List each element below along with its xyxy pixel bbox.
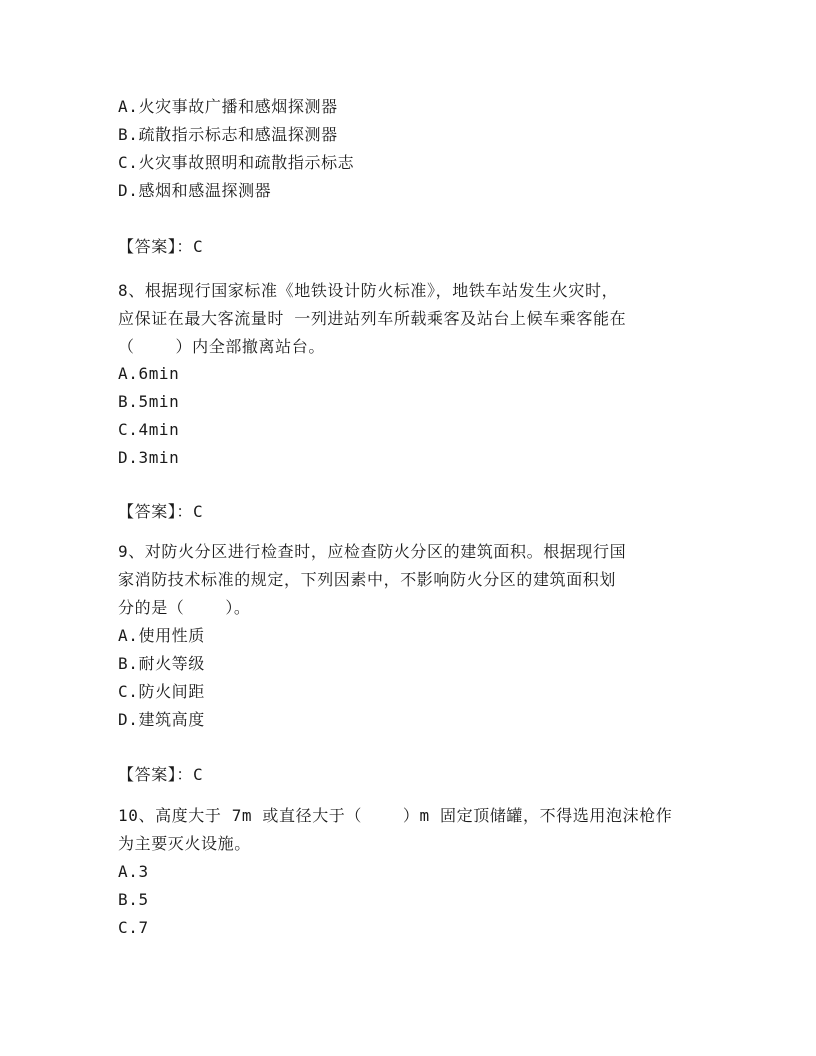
q9-option-a: A.使用性质 xyxy=(118,626,205,645)
q8-answer: 【答案】：C xyxy=(118,502,204,521)
q7-answer: 【答案】：C xyxy=(118,237,204,256)
q9-stem-line-1: 9、对防火分区进行检查时，应检查防火分区的建筑面积。根据现行国 xyxy=(118,542,627,561)
q8-stem-line-3: （ ）内全部撤离站台。 xyxy=(118,337,325,356)
q9-option-b: B.耐火等级 xyxy=(118,654,205,673)
q8-stem-line-2: 应保证在最大客流量时 一列进站列车所载乘客及站台上候车乘客能在 xyxy=(118,309,627,328)
q7-option-a: A.火灾事故广播和感烟探测器 xyxy=(118,97,338,116)
q9-option-d: D.建筑高度 xyxy=(118,710,205,729)
q8-option-d: D.3min xyxy=(118,448,180,467)
q10-stem-line-2: 为主要灭火设施。 xyxy=(118,834,251,853)
q9-option-c: C.防火间距 xyxy=(118,682,205,701)
q7-option-c: C.火灾事故照明和疏散指示标志 xyxy=(118,153,355,172)
q10-option-c: C.7 xyxy=(118,918,149,937)
q7-option-b: B.疏散指示标志和感温探测器 xyxy=(118,125,338,144)
q8-option-c: C.4min xyxy=(118,420,180,439)
q8-option-b: B.5min xyxy=(118,392,180,411)
q7-option-d: D.感烟和感温探测器 xyxy=(118,181,272,200)
q10-option-a: A.3 xyxy=(118,862,149,881)
q8-stem-line-1: 8、根据现行国家标准《地铁设计防火标准》，地铁车站发生火灾时， xyxy=(118,281,619,300)
q10-option-b: B.5 xyxy=(118,890,149,909)
q9-answer: 【答案】：C xyxy=(118,765,204,784)
q9-stem-line-2: 家消防技术标准的规定，下列因素中，不影响防火分区的建筑面积划 xyxy=(118,570,617,589)
q8-option-a: A.6min xyxy=(118,364,180,383)
q9-stem-line-3: 分的是（ ）。 xyxy=(118,598,251,617)
q10-stem-line-1: 10、高度大于 7m 或直径大于（ ）m 固定顶储罐，不得选用泡沫枪作 xyxy=(118,806,673,825)
